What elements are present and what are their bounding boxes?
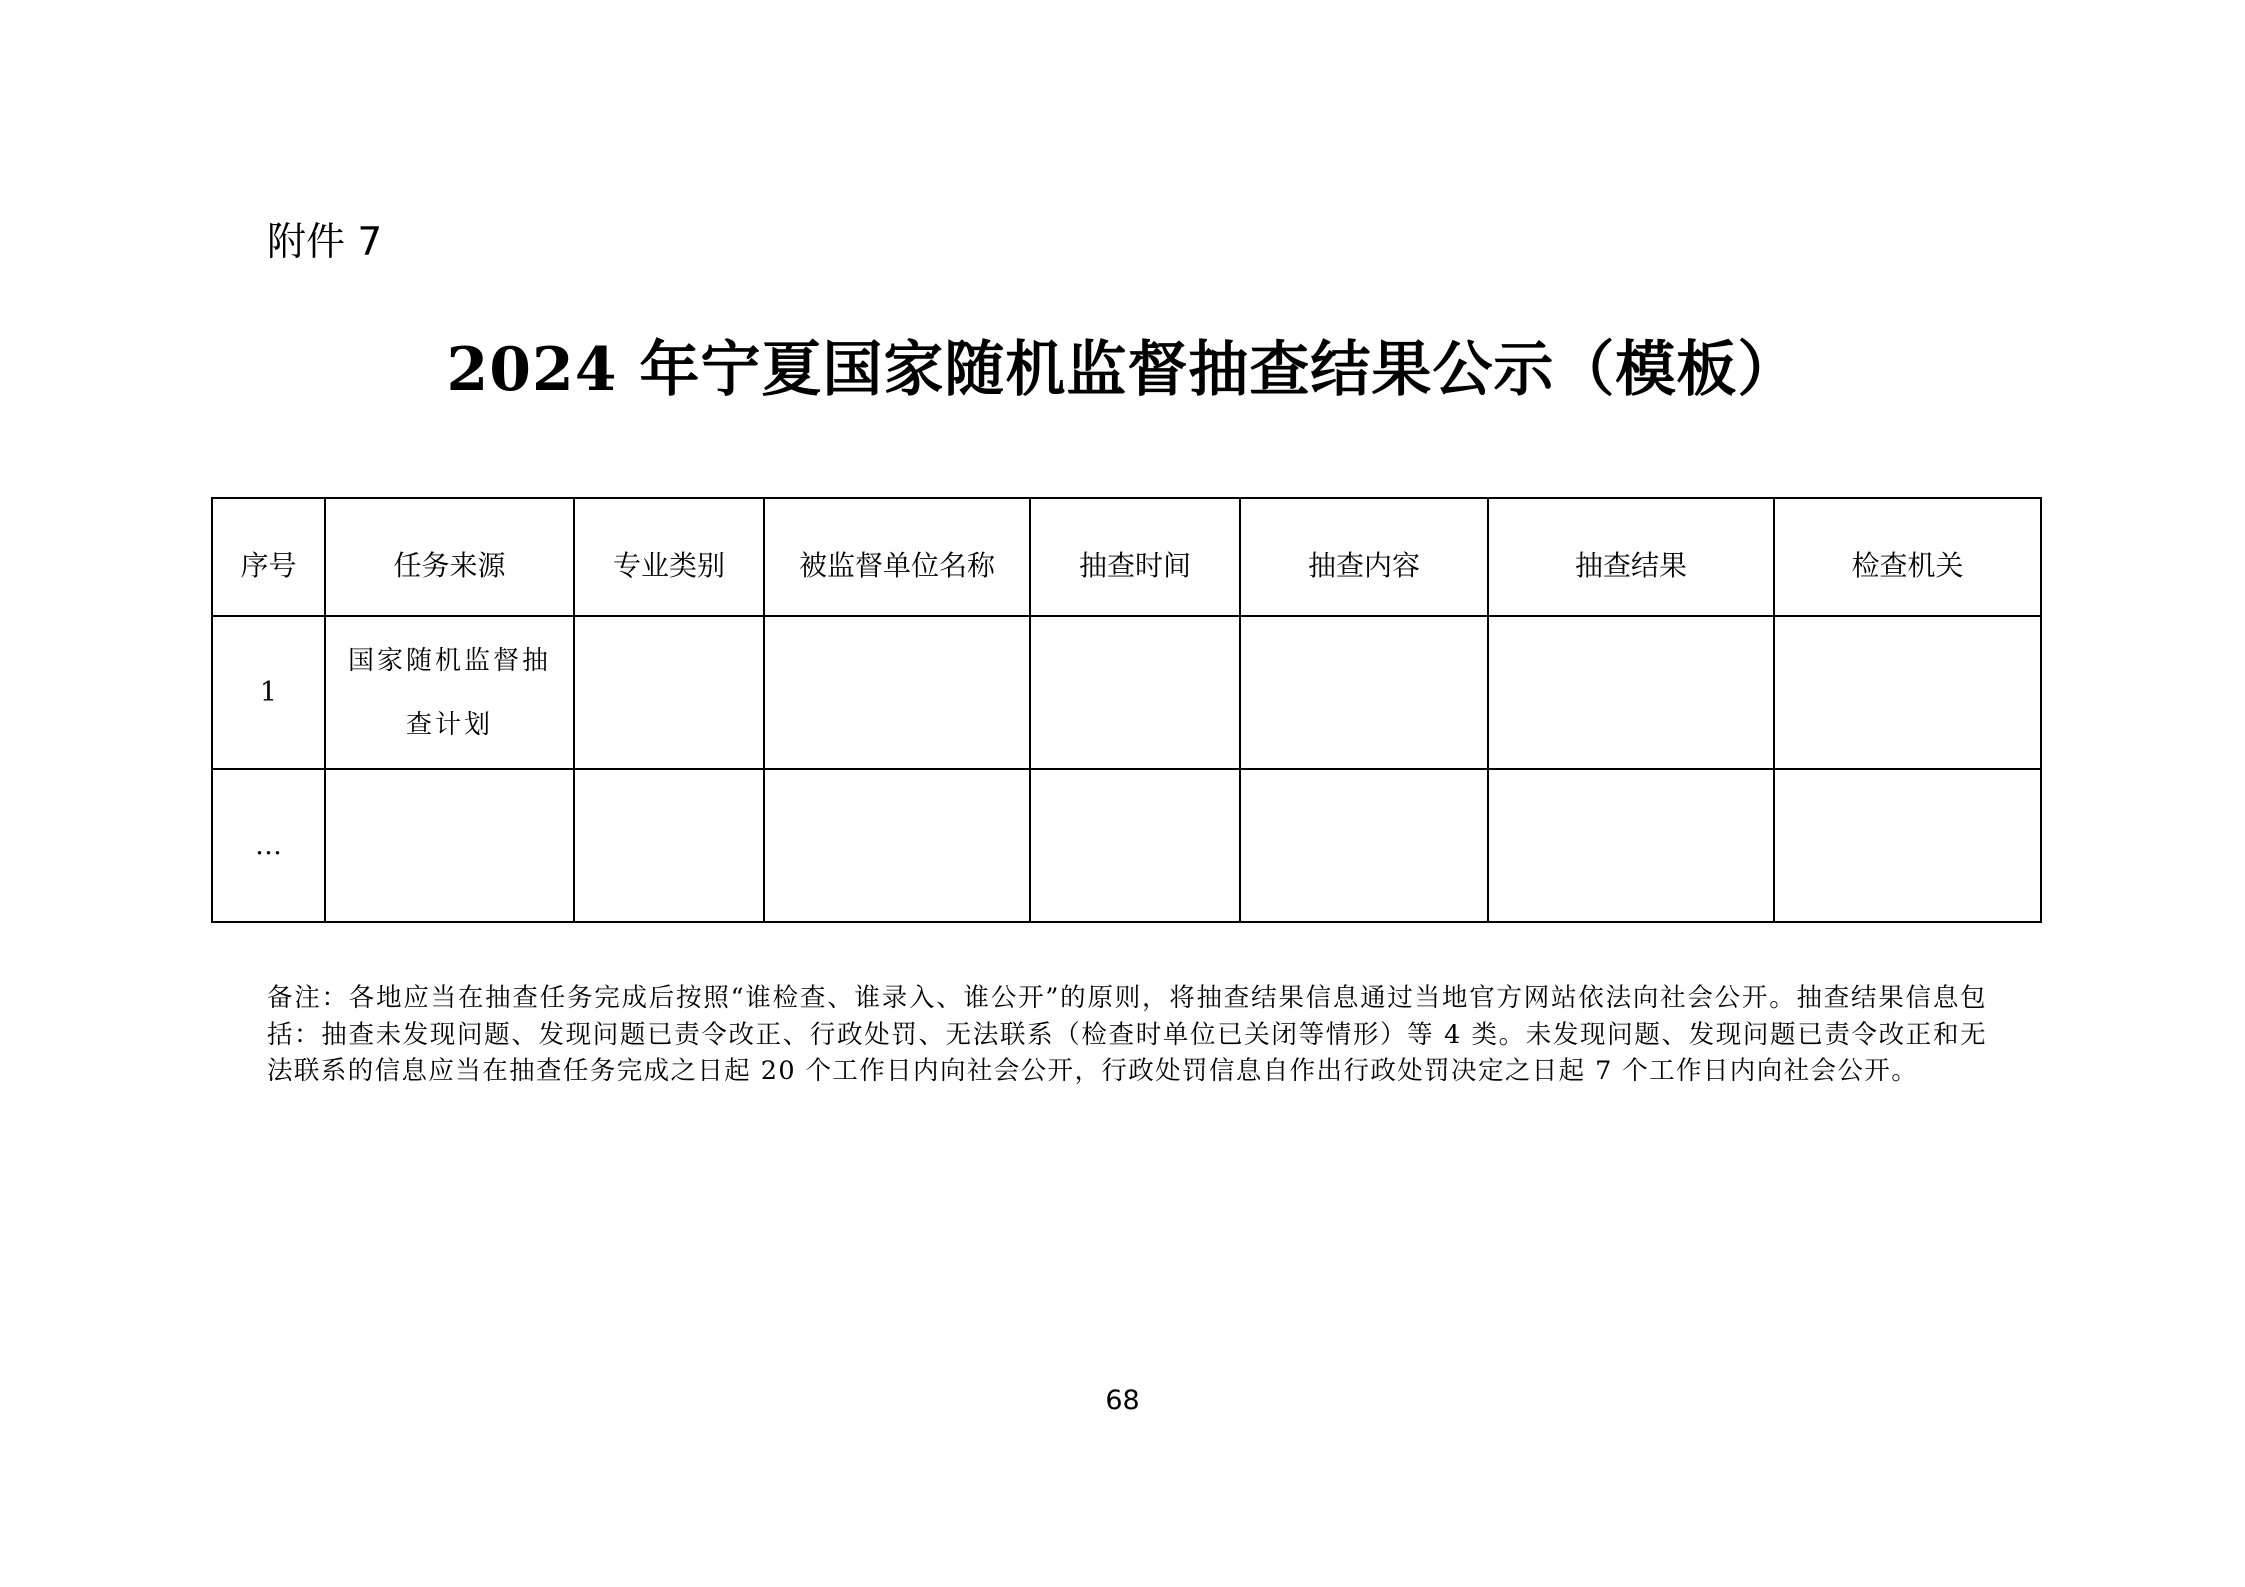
table-cell-inspection-agency	[1774, 616, 2041, 769]
table-cell-task-source	[325, 616, 574, 769]
table-cell-unit-name	[764, 616, 1030, 769]
table-cell-unit-name	[764, 769, 1030, 922]
table-cell-task-source	[325, 769, 574, 922]
table-cell-check-content	[1240, 769, 1488, 922]
table-row	[212, 616, 2041, 769]
table-header-row	[212, 498, 2041, 616]
column-header-check-content: 抽查内容	[1240, 498, 1488, 616]
column-header-inspection-agency: 检查机关	[1774, 498, 2041, 616]
table-cell-category	[574, 769, 764, 922]
footnote: 备注：各地应当在抽查任务完成后按照“谁检查、谁录入、谁公开”的原则，将抽查结果信息通过当地官方网站依法向社会公开。抽查结果信息包括：抽查未发现问题、发现问题已责令改正、行政处罚、无法联系（检查时单位已关闭等情形）等 4 类。未发现问题、发现问题已责令改正和无法联系的信息应当在抽查任务完成之日起 20 个工作日内向社会公开，行政处罚信息自作出行政处罚决定之日起 7 个工作日内向社会公开。	[267, 983, 1987, 1086]
table-cell-index: …	[212, 769, 325, 922]
table-cell-category	[574, 616, 764, 769]
column-header-category: 专业类别	[574, 498, 764, 616]
column-header-check-result: 抽查结果	[1488, 498, 1774, 616]
table-cell-check-result	[1488, 616, 1774, 769]
table-row	[212, 769, 2041, 922]
page-number: 68	[1105, 1385, 1140, 1416]
result-table	[211, 497, 2042, 923]
attachment-label: 附件 7	[267, 220, 383, 265]
table-cell-index: 1	[212, 616, 325, 769]
table-cell-check-time	[1030, 616, 1240, 769]
table-cell-check-content	[1240, 616, 1488, 769]
column-header-task-source: 任务来源	[325, 498, 574, 616]
column-header-check-time: 抽查时间	[1030, 498, 1240, 616]
table-cell-check-time	[1030, 769, 1240, 922]
page-title: 2024 年宁夏国家随机监督抽查结果公示（模板）	[446, 335, 1799, 405]
table-cell-inspection-agency	[1774, 769, 2041, 922]
column-header-unit-name: 被监督单位名称	[764, 498, 1030, 616]
task-source-text: 国家随机监督抽查计划	[347, 645, 551, 740]
table-cell-check-result	[1488, 769, 1774, 922]
column-header-index: 序号	[212, 498, 325, 616]
